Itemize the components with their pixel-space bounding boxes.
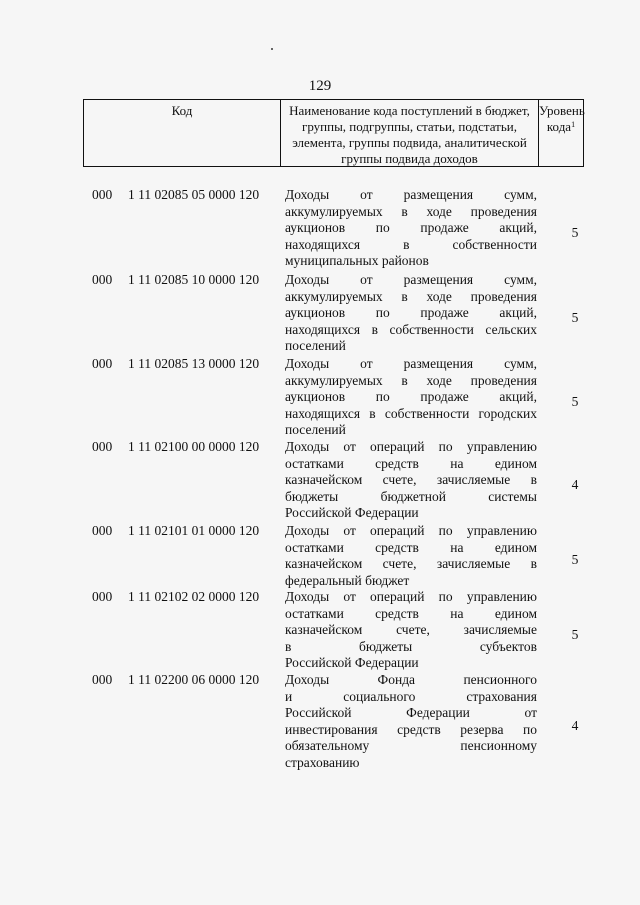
- row-prefix: 000: [92, 589, 113, 604]
- row-name-line: Доходы от размещения сумм,: [285, 356, 537, 371]
- row-name-line: аккумулируемых в ходе проведения: [285, 372, 537, 388]
- row-name-line: обязательному пенсионному: [285, 738, 537, 754]
- row-code: 1 11 02085 05 0000 120: [128, 187, 260, 202]
- row-code: 1 11 02085 10 0000 120: [128, 272, 260, 287]
- row-name-line: находящихся в собственности сельских: [285, 321, 537, 337]
- row-level: 5: [571, 309, 579, 325]
- header-code: Код: [84, 100, 281, 166]
- table-header: [83, 99, 584, 167]
- row-name: [285, 589, 537, 672]
- row-name-line: страхованию: [285, 754, 360, 770]
- row-name-line: Доходы от размещения сумм,: [285, 187, 537, 202]
- header-name: Наименование кода поступлений в бюджет, группы, подгруппы, статьи, подстатьи, элемента, группы подвида, аналитической группы подвида доходов: [281, 100, 539, 166]
- row-name-line: аккумулируемых в ходе проведения: [285, 288, 537, 304]
- row-name-line: казначейском счете, зачисляемые в: [285, 472, 537, 488]
- row-name-line: Российской Федерации от: [285, 705, 537, 721]
- row-name: [285, 439, 537, 522]
- row-name-line: Российской Федерации: [285, 655, 419, 671]
- row-name: [285, 356, 537, 439]
- row-level: 4: [571, 717, 579, 733]
- row-name-line: казначейском счете, зачисляемые в: [285, 556, 537, 572]
- row-name: [285, 272, 537, 355]
- header-level-label: Уровень кода: [539, 103, 585, 134]
- row-name-line: остатками средств на едином: [285, 539, 537, 555]
- row-name-line: муниципальных районов: [285, 253, 429, 269]
- row-name-line: аукционов по продаже акций,: [285, 305, 537, 321]
- row-level: 5: [571, 552, 579, 568]
- row-prefix: 000: [92, 439, 113, 454]
- row-name-line: аукционов по продаже акций,: [285, 220, 537, 236]
- row-name-line: остатками средств на едином: [285, 605, 537, 621]
- row-name-line: Российской Федерации: [285, 505, 419, 521]
- row-name: [285, 523, 537, 589]
- row-code: 1 11 02101 01 0000 120: [128, 523, 260, 538]
- row-name-line: казначейском счете, зачисляемые: [285, 622, 537, 638]
- row-name-line: Доходы от операций по управлению: [285, 439, 537, 454]
- row-prefix: 000: [92, 356, 113, 371]
- row-code: 1 11 02102 02 0000 120: [128, 589, 260, 604]
- row-name-line: федеральный бюджет: [285, 572, 410, 588]
- row-name-line: аккумулируемых в ходе проведения: [285, 203, 537, 219]
- row-name-line: и социального страхования: [285, 688, 537, 704]
- row-level: 5: [571, 224, 579, 240]
- row-name-line: Доходы от операций по управлению: [285, 523, 537, 538]
- row-name-line: аукционов по продаже акций,: [285, 389, 537, 405]
- row-name-line: бюджеты бюджетной системы: [285, 488, 537, 504]
- row-name-line: поселений: [285, 422, 346, 438]
- row-name-line: поселений: [285, 338, 346, 354]
- row-prefix: 000: [92, 187, 113, 202]
- row-name-line: в бюджеты субъектов: [285, 638, 537, 654]
- row-name: [285, 187, 537, 270]
- row-name-line: Доходы от операций по управлению: [285, 589, 537, 604]
- row-name-line: находящихся в собственности: [285, 236, 537, 252]
- scan-speck: [271, 48, 273, 50]
- row-name-line: Доходы Фонда пенсионного: [285, 672, 537, 687]
- row-level: 4: [571, 476, 579, 492]
- row-prefix: 000: [92, 272, 113, 287]
- row-name-line: находящихся в собственности городских: [285, 405, 537, 421]
- row-code: 1 11 02200 06 0000 120: [128, 672, 260, 687]
- header-level: [539, 100, 583, 166]
- row-code: 1 11 02100 00 0000 120: [128, 439, 260, 454]
- row-name-line: инвестирования средств резерва по: [285, 721, 537, 737]
- page-number: 129: [308, 78, 332, 94]
- row-prefix: 000: [92, 672, 113, 687]
- row-level: 5: [571, 626, 579, 642]
- row-level: 5: [571, 393, 579, 409]
- row-code: 1 11 02085 13 0000 120: [128, 356, 260, 371]
- row-prefix: 000: [92, 523, 113, 538]
- row-name: [285, 672, 537, 772]
- header-level-footnote: 1: [571, 120, 576, 129]
- row-name-line: остатками средств на едином: [285, 455, 537, 471]
- row-name-line: Доходы от размещения сумм,: [285, 272, 537, 287]
